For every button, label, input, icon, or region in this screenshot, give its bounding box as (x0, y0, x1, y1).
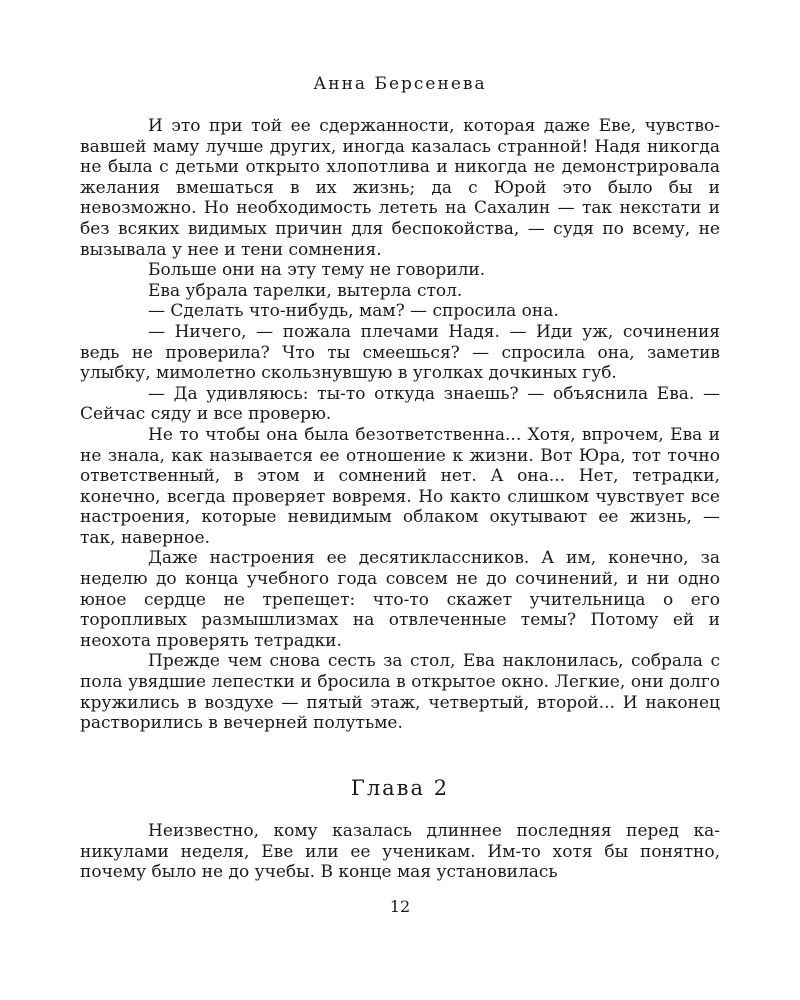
paragraph: Прежде чем снова сесть за стол, Ева наклонилась, собрала с пола увядшие лепестки и бросила в открытое окно. Легкие, они долго кружились в воздухе — пятый этаж, четвертый, второй... И наконец растворились в вечерней полутьме. (80, 651, 720, 734)
running-header-author: Анна Берсенева (313, 74, 487, 94)
chapter-heading: Глава 2 (350, 776, 450, 800)
body-text-before-chapter (80, 116, 720, 734)
paragraph: — Сделать что-нибудь, мам? — спросила она. (148, 301, 559, 322)
paragraph: — Да удивляюсь: ты-то откуда знаешь? — объяснила Ева. — Сейчас сяду и все проверю. (80, 383, 720, 425)
page-number: 12 (389, 897, 411, 916)
paragraph: Даже настроения ее десятиклассников. А им, конечно, за неделю до конца учебного года совсем не до сочинений, и ни одно юное сердце не трепещет: что-то скажет учительница о его торопливых размышлизмах на отвлеченные темы? Потому ей и неохота проверять тетрадки. (80, 548, 720, 651)
body-text-chapter-start (80, 821, 720, 883)
paragraph: И это при той ее сдержанности, которая даже Еве, чувствовавшей маму лучше других, иногда казалась странной! Надя никогда не была с детьми открыто хлопотлива и никогда не демонстрировала желания вмешаться в их жизнь; да с Юрой это было бы и невозможно. Но необходимость лететь на Сахалин — так некстати и без всяких видимых причин для беспокойства, — судя по всему, не вызывала у нее и тени сомнения. (80, 116, 720, 260)
paragraph: Не то чтобы она была безответственна... Хотя, впрочем, Ева и не знала, как называется ее отношение к жизни. Вот Юра, тот точно ответственный, в этом и сомнений нет. А она... Нет, тетрадки, конечно, всегда проверяет вовремя. Но както слишком чувствует все настроения, которые невидимым облаком окутывают ее жизнь, — так, наверное. (80, 424, 720, 548)
paragraph: Ева убрала тарелки, вытерла стол. (148, 280, 463, 301)
paragraph: Больше они на эту тему не говорили. (148, 260, 486, 281)
paragraph: Неизвестно, кому казалась длиннее последняя перед каникулами неделя, Еве или ее ученикам. Им-то хотя бы понятно, почему было не до учебы. В конце мая установилась (80, 821, 720, 883)
paragraph: — Ничего, — пожала плечами Надя. — Иди уж, сочинения ведь не проверила? Что ты смеешься? — спросила она, заметив улыбку, мимолетно скользнувшую в уголках дочкиных губ. (80, 321, 720, 384)
